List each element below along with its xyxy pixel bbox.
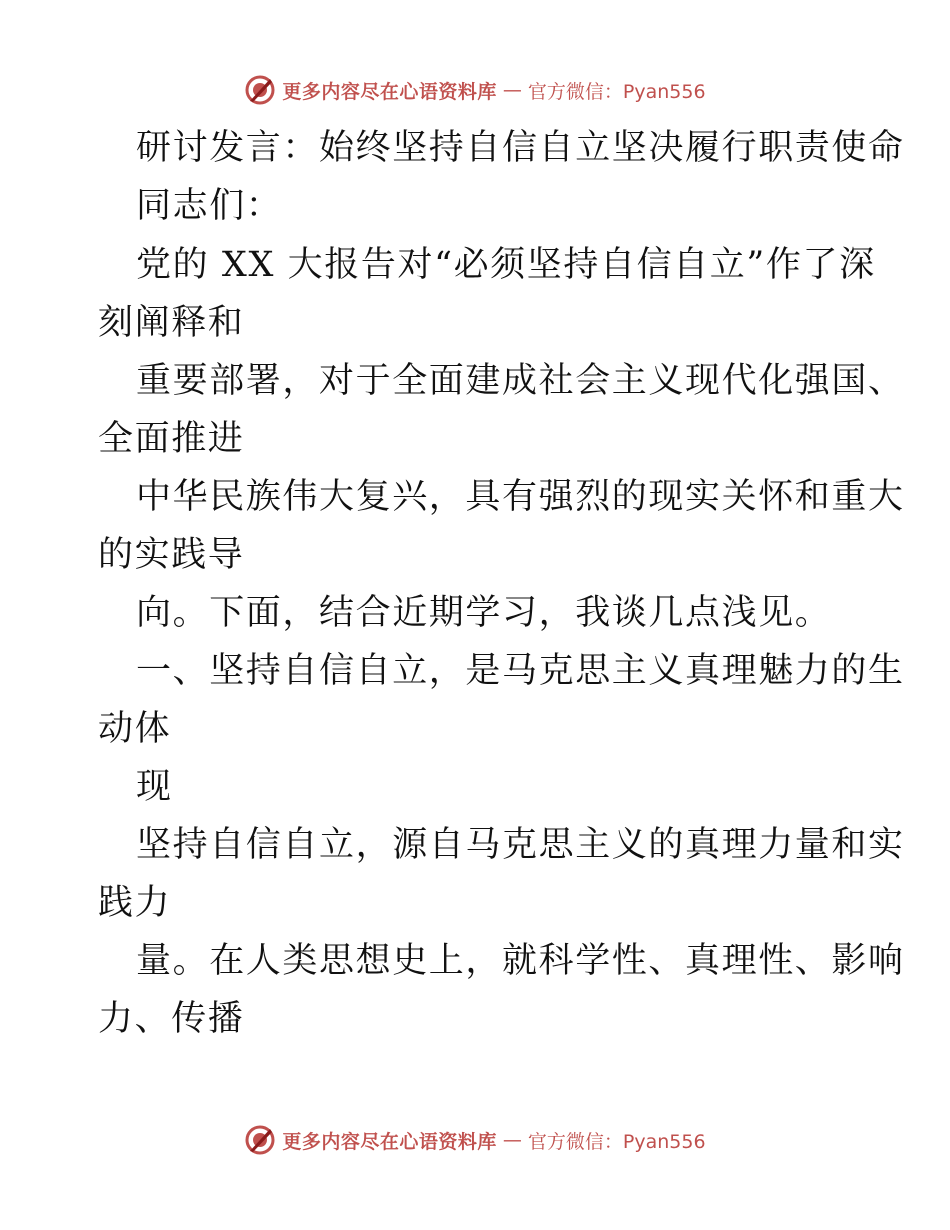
paragraph-line: 重要部署，对于全面建成社会主义现代化强国、 [136,361,905,401]
paragraph-line: 党的 XX 大报告对“必须坚持自信自立”作了深 [136,245,876,285]
watermark-suffix: 官方微信：Pyan556 [527,80,706,103]
watermark-separator: — [502,1129,522,1151]
section-heading: 现 [136,767,173,807]
watermark-text: 更多内容尽在心语资料库 [282,80,497,103]
red-quill-seal-icon [244,74,276,106]
footer-watermark [0,1122,950,1158]
paragraph-line: 中华民族伟大复兴，具有强烈的现实关怀和重大 [136,477,905,517]
section-heading: 动体 [98,709,172,749]
paragraph-line: 刻阐释和 [98,303,245,343]
paragraph-line: 力、传播 [98,999,245,1039]
paragraph-line: 坚持自信自立，源自马克思主义的真理力量和实 [136,825,905,865]
paragraph-line: 全面推进 [98,419,245,459]
watermark-text: 更多内容尽在心语资料库 [282,1130,497,1153]
watermark-suffix: 官方微信：Pyan556 [527,1130,706,1153]
paragraph-line: 践力 [98,883,172,923]
document-title: 研讨发言：始终坚持自信自立坚决履行职责使命 [136,128,905,168]
paragraph-line: 的实践导 [98,535,245,575]
section-heading: 一、坚持自信自立，是马克思主义真理魅力的生 [136,651,905,691]
paragraph-line: 向。下面，结合近期学习，我谈几点浅见。 [136,593,832,633]
watermark-separator: — [502,79,522,101]
header-watermark [0,72,950,108]
red-quill-seal-icon [244,1124,276,1156]
salutation: 同志们： [136,186,283,226]
paragraph-line: 量。在人类思想史上，就科学性、真理性、影响 [136,941,905,981]
